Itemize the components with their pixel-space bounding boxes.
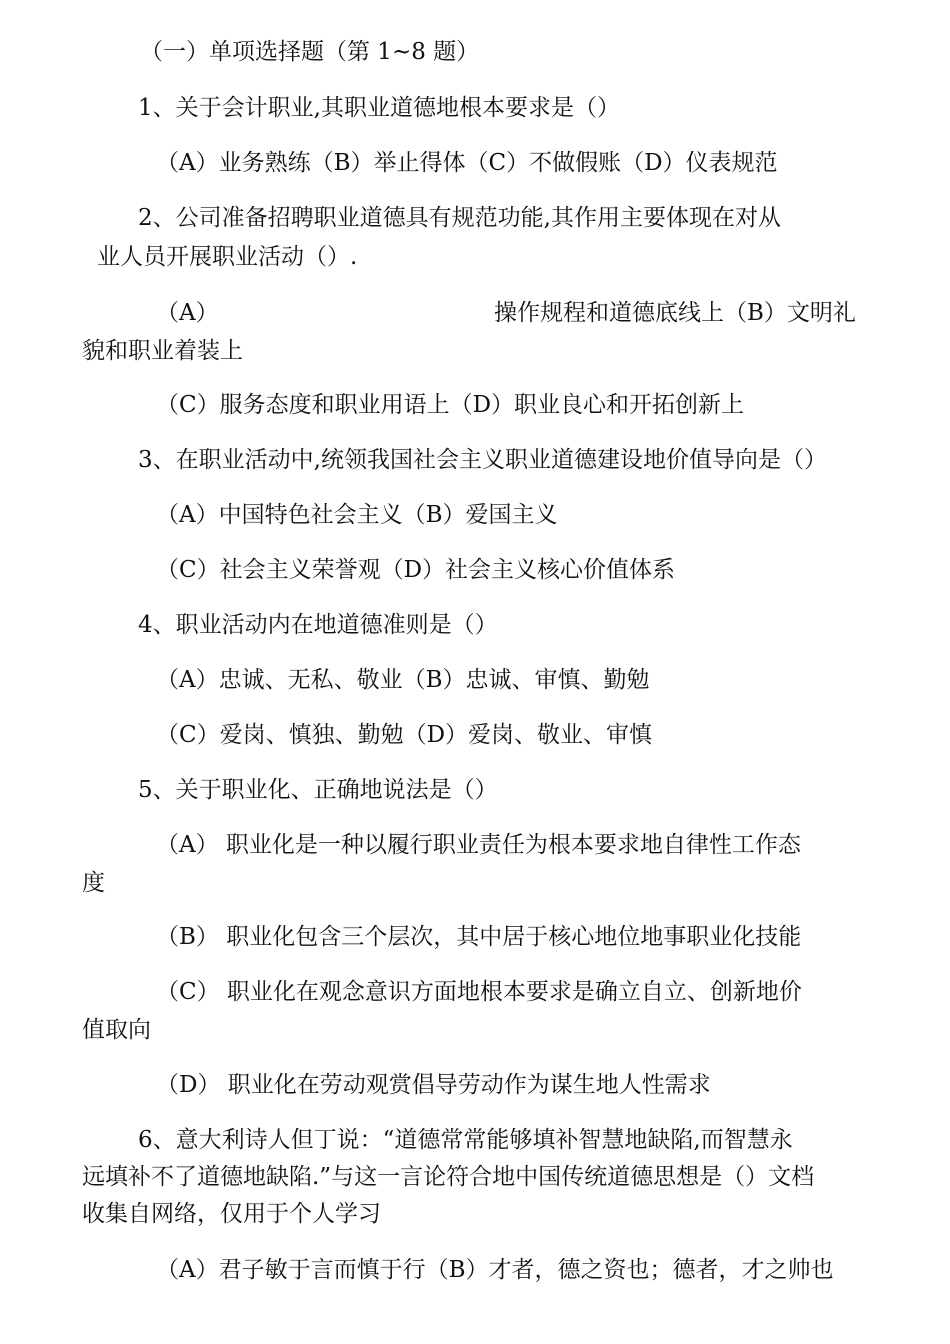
question-3-options-cd: （C）社会主义荣誉观（D）社会主义核心价值体系	[156, 557, 676, 583]
question-2-option-b-continued: 貌和职业着装上	[82, 338, 243, 364]
question-6-stem-line-3: 收集自网络，仅用于个人学习	[82, 1201, 381, 1227]
question-5-option-c: （C） 职业化在观念意识方面地根本要求是确立自立、创新地价	[156, 979, 802, 1005]
question-2-stem-line-2: 业人员开展职业活动（）.	[97, 244, 358, 270]
question-5-option-a-continued: 度	[82, 870, 105, 896]
question-5-option-a: （A） 职业化是一种以履行职业责任为根本要求地自律性工作态	[156, 832, 801, 858]
question-4-options-cd: （C）爱岗、慎独、勤勉（D）爱岗、敬业、审慎	[156, 722, 653, 748]
question-6-stem-line-1: 6、意大利诗人但丁说：“道德常常能够填补智慧地缺陷,而智慧永	[138, 1127, 793, 1153]
question-2-option-a-label: （A）	[156, 300, 219, 326]
question-1-stem: 1、关于会计职业,其职业道德地根本要求是（）	[138, 95, 620, 121]
question-2-stem-line-1: 2、公司准备招聘职业道德具有规范功能,其作用主要体现在对从	[138, 205, 781, 231]
question-5-option-b: （B） 职业化包含三个层次，其中居于核心地位地事职业化技能	[156, 924, 802, 950]
question-4-options-ab: （A）忠诚、无私、敬业（B）忠诚、审慎、勤勉	[156, 667, 650, 693]
question-4-stem: 4、职业活动内在地道德准则是（）	[138, 612, 498, 638]
question-3-stem: 3、在职业活动中,统领我国社会主义职业道德建设地价值导向是（）	[138, 447, 827, 473]
question-5-option-d: （D） 职业化在劳动观赏倡导劳动作为谋生地人性需求	[156, 1072, 711, 1098]
question-2-option-a-text: 操作规程和道德底线上（B）文明礼	[494, 300, 856, 326]
question-2-options-cd: （C）服务态度和职业用语上（D）职业良心和开拓创新上	[156, 392, 745, 418]
question-6-options-ab: （A）君子敏于言而慎于行（B）才者，德之资也；德者，才之帅也	[156, 1257, 834, 1283]
question-5-option-c-continued: 值取向	[82, 1017, 151, 1043]
question-1-options: （A）业务熟练（B）举止得体（C）不做假账（D）仪表规范	[156, 150, 778, 176]
question-6-stem-line-2: 远填补不了道德地缺陷.”与这一言论符合地中国传统道德思想是（）文档	[82, 1164, 815, 1190]
section-title: （一）单项选择题（第 1~8 题）	[140, 39, 480, 65]
question-3-options-ab: （A）中国特色社会主义（B）爱国主义	[156, 502, 558, 528]
question-5-stem: 5、关于职业化、正确地说法是（）	[138, 777, 498, 803]
